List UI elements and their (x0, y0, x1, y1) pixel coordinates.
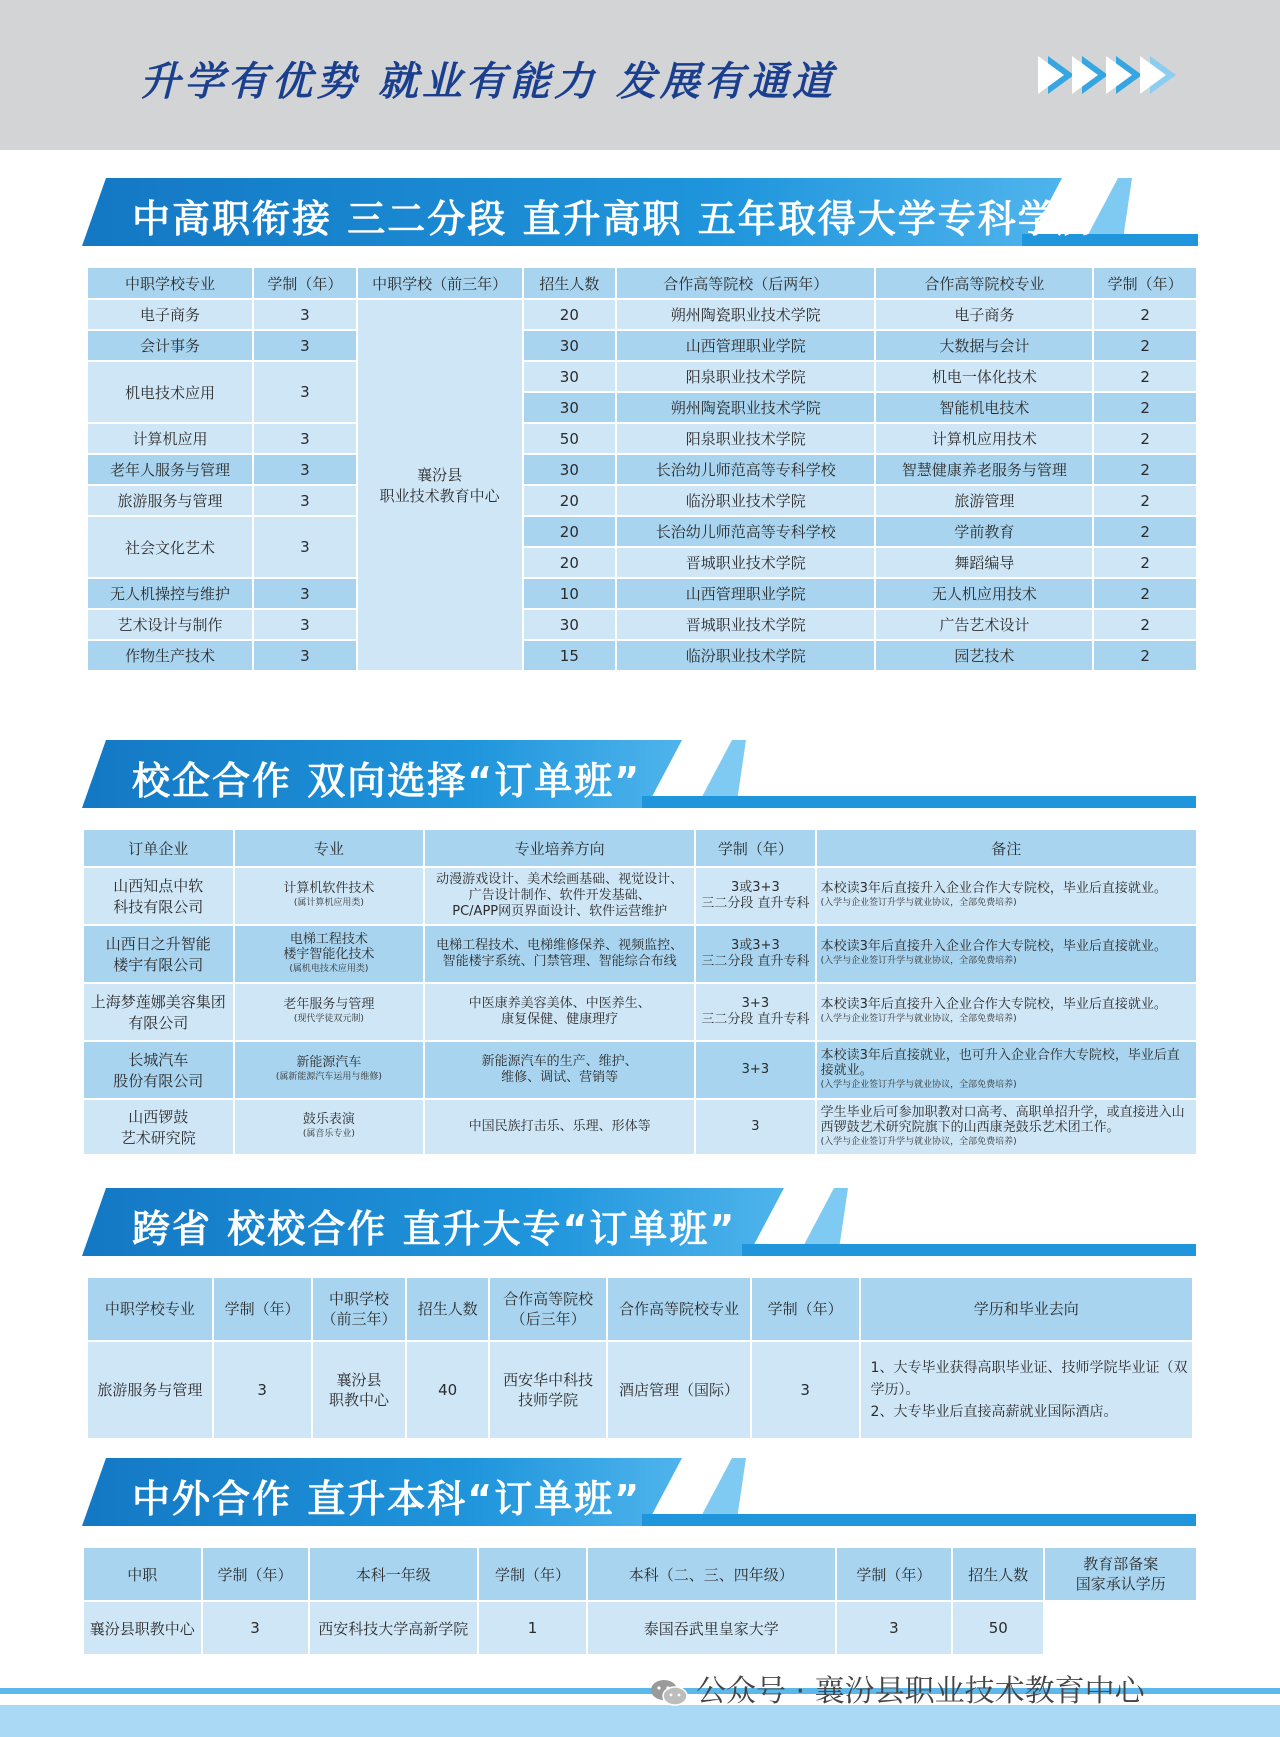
count-cell: 10 (524, 579, 615, 608)
major-cell (235, 1042, 424, 1098)
note-text: 本校读3年后直接升入企业合作大专院校，毕业后直接就业。 (820, 939, 1167, 954)
count-cell: 30 (524, 362, 615, 391)
y1-cell: 3 (203, 1602, 308, 1654)
years-cell: 3 (254, 362, 356, 422)
cmajor-cell: 旅游管理 (876, 486, 1092, 515)
section1-banner (82, 178, 1198, 250)
major-cell: 机电技术应用 (88, 362, 252, 422)
company-cell: 山西知点中软 科技有限公司 (84, 868, 233, 924)
note-cell (817, 926, 1196, 982)
major-cell (235, 1100, 424, 1154)
cmajor-cell: 舞蹈编导 (876, 548, 1092, 577)
years-cell: 3 (254, 579, 356, 608)
college-cell: 晋城职业技术学院 (617, 548, 874, 577)
section4-header-6: 招生人数 (953, 1548, 1043, 1600)
note-text: 学生毕业后可参加职教对口高考、高职单招升学，或直接进入山西锣鼓艺术研究院旗下的山西康尧鼓乐艺术团工作。 (820, 1104, 1185, 1135)
major-subtext: (属音乐专业) (302, 1129, 355, 1139)
college-cell: 朔州陶瓷职业技术学院 (617, 300, 874, 329)
major-text: 老年服务与管理 (283, 997, 375, 1012)
section2-header-4: 备注 (817, 830, 1196, 866)
section2-row (84, 984, 1196, 1040)
major-text: 电梯工程技术 楼宇智能化技术 (283, 931, 375, 962)
years-cell: 3 (254, 300, 356, 329)
y3-cell: 3 (837, 1602, 951, 1654)
major-subtext: (属新能源汽车运用与维修) (275, 1072, 382, 1082)
years-cell: 3 (254, 486, 356, 515)
count-cell: 20 (524, 300, 615, 329)
direction-cell: 中国民族打击乐、乐理、形体等 (425, 1100, 694, 1154)
company-cell: 山西日之升智能 楼宇有限公司 (84, 926, 233, 982)
cmajor-cell: 园艺技术 (876, 641, 1092, 670)
y2-cell: 1 (479, 1602, 586, 1654)
note-text: 本校读3年后直接升入企业合作大专院校，毕业后直接就业。 (820, 881, 1167, 896)
chevron-icon-4 (1150, 56, 1176, 94)
direction-cell: 电梯工程技术、电梯维修保养、视频监控、 智能楼宇系统、门禁管理、智能综合布线 (425, 926, 694, 982)
college-cell: 临汾职业技术学院 (617, 641, 874, 670)
college-cell: 晋城职业技术学院 (617, 610, 874, 639)
section1-row (88, 424, 1196, 453)
section3-header-3: 招生人数 (407, 1278, 488, 1340)
section2-banner (82, 740, 1196, 812)
cyears-cell: 2 (1094, 579, 1196, 608)
note-subtext: (入学与企业签订升学与就业协议，全部免费培养) (820, 956, 1017, 966)
cmajor-cell: 机电一体化技术 (876, 362, 1092, 391)
section1-header-4: 合作高等院校（后两年） (617, 268, 874, 298)
note-cell (817, 868, 1196, 924)
section1-row (88, 517, 1196, 546)
section2-header-3: 学制（年） (696, 830, 814, 866)
cyears-cell: 2 (1094, 362, 1196, 391)
cyears-cell: 2 (1094, 641, 1196, 670)
note-subtext: (入学与企业签订升学与就业协议，全部免费培养) (820, 1079, 1017, 1090)
cmajor-cell: 智能机电技术 (876, 393, 1092, 422)
company-cell: 山西锣鼓 艺术研究院 (84, 1100, 233, 1154)
cyears-cell: 3 (752, 1342, 859, 1438)
count-cell: 15 (524, 641, 615, 670)
section2-header-2: 专业培养方向 (425, 830, 694, 866)
direction-cell: 新能源汽车的生产、维护、 维修、调试、营销等 (425, 1042, 694, 1098)
count-cell: 30 (524, 610, 615, 639)
cmajor-cell: 电子商务 (876, 300, 1092, 329)
cyears-cell: 2 (1094, 610, 1196, 639)
college-cell: 长治幼儿师范高等专科学校 (617, 455, 874, 484)
college-cell: 阳泉职业技术学院 (617, 362, 874, 391)
section1-header-1: 学制（年） (254, 268, 356, 298)
section4-header-4: 本科（二、三、四年级） (588, 1548, 835, 1600)
slogan: 升学有优势 就业有能力 发展有通道 (140, 58, 836, 105)
cmajor-cell: 大数据与会计 (876, 331, 1092, 360)
major-cell: 艺术设计与制作 (88, 610, 252, 639)
note-text: 本校读3年后直接升入企业合作大专院校，毕业后直接就业。 (820, 997, 1167, 1012)
side-note-cell: 教育部备案 国家承认学历 (1045, 1548, 1196, 1600)
count-cell: 30 (524, 393, 615, 422)
major-cell: 社会文化艺术 (88, 517, 252, 577)
college-cell: 朔州陶瓷职业技术学院 (617, 393, 874, 422)
section2-row (84, 1042, 1196, 1098)
years-cell: 3 (254, 610, 356, 639)
destination-cell: 1、大专毕业获得高职毕业证、技师学院毕业证（双学历）。 2、大专毕业后直接高薪就业国际酒店。 (861, 1342, 1192, 1438)
section1-row (88, 362, 1196, 391)
count-cell: 20 (524, 548, 615, 577)
major-cell: 电子商务 (88, 300, 252, 329)
direction-cell: 动漫游戏设计、美术绘画基础、视觉设计、 广告设计制作、软件开发基础、 PC/APP网页界面设计、软件运营维护 (425, 868, 694, 924)
section2-header-1: 专业 (235, 830, 424, 866)
major-text: 新能源汽车 (296, 1055, 362, 1070)
years-cell: 3+3 (696, 1042, 814, 1098)
college-cell: 长治幼儿师范高等专科学校 (617, 517, 874, 546)
section3-banner (82, 1188, 1196, 1260)
section1-row (88, 610, 1196, 639)
years-cell: 3 (254, 517, 356, 577)
cmajor-cell: 学前教育 (876, 517, 1092, 546)
uni2-cell: 泰国吞武里皇家大学 (588, 1602, 835, 1654)
chevron-icon-2 (1082, 56, 1108, 94)
college-cell: 山西管理职业学院 (617, 579, 874, 608)
years-cell: 3或3+3 三二分段 直升专科 (696, 868, 814, 924)
major-cell: 老年人服务与管理 (88, 455, 252, 484)
note-subtext: (入学与企业签订升学与就业协议，全部免费培养) (820, 898, 1017, 908)
section2-row (84, 1100, 1196, 1154)
count-cell: 30 (524, 331, 615, 360)
cmajor-cell: 智慧健康养老服务与管理 (876, 455, 1092, 484)
years-cell: 3 (254, 641, 356, 670)
section3-title: 跨省 校校合作 直升大专“订单班” (132, 1207, 737, 1251)
count-cell: 30 (524, 455, 615, 484)
cyears-cell: 2 (1094, 517, 1196, 546)
section4-header-3: 学制（年） (479, 1548, 586, 1600)
major-cell: 作物生产技术 (88, 641, 252, 670)
note-cell (817, 1042, 1196, 1098)
count-cell: 50 (953, 1602, 1043, 1654)
cmajor-cell: 计算机应用技术 (876, 424, 1092, 453)
section1-row (88, 486, 1196, 515)
section2-row (84, 926, 1196, 982)
section3-header-1: 学制（年） (214, 1278, 311, 1340)
section4-header-1: 学制（年） (203, 1548, 308, 1600)
section1-header-0: 中职学校专业 (88, 268, 252, 298)
major-subtext: (属机电技术应用类) (289, 963, 369, 974)
cyears-cell: 2 (1094, 548, 1196, 577)
major-cell: 会计事务 (88, 331, 252, 360)
note-cell (817, 1100, 1196, 1154)
section4-table (82, 1546, 1198, 1656)
direction-cell: 中医康养美容美体、中医养生、 康复保健、健康理疗 (425, 984, 694, 1040)
note-cell (817, 984, 1196, 1040)
major-cell: 旅游服务与管理 (88, 1342, 212, 1438)
major-cell (235, 984, 424, 1040)
cyears-cell: 2 (1094, 331, 1196, 360)
section3-header-2: 中职学校 （前三年） (313, 1278, 406, 1340)
section1-table (86, 266, 1198, 672)
section2-header-0: 订单企业 (84, 830, 233, 866)
major-subtext: (现代学徒双元制) (293, 1014, 364, 1024)
count-cell: 20 (524, 517, 615, 546)
watermark-text: 公众号 · 襄汾县职业技术教育中心 (696, 1674, 1145, 1709)
major-cell: 旅游服务与管理 (88, 486, 252, 515)
cmajor-cell: 无人机应用技术 (876, 579, 1092, 608)
years-cell: 3 (214, 1342, 311, 1438)
years-cell: 3或3+3 三二分段 直升专科 (696, 926, 814, 982)
major-cell (235, 868, 424, 924)
section2-row (84, 868, 1196, 924)
section1-row (88, 331, 1196, 360)
section1-row (88, 455, 1196, 484)
college-cell: 山西管理职业学院 (617, 331, 874, 360)
college-cell: 阳泉职业技术学院 (617, 424, 874, 453)
section1-header-6: 学制（年） (1094, 268, 1196, 298)
school-cell: 襄汾县 职教中心 (313, 1342, 406, 1438)
section3-header-0: 中职学校专业 (88, 1278, 212, 1340)
section3-header-6: 学制（年） (752, 1278, 859, 1340)
section1-header-2: 中职学校（前三年） (358, 268, 522, 298)
count-cell: 40 (407, 1342, 488, 1438)
uni1-cell: 西安科技大学高新学院 (310, 1602, 478, 1654)
major-subtext: (属计算机应用类) (293, 898, 364, 908)
cyears-cell: 2 (1094, 455, 1196, 484)
major-text: 计算机软件技术 (283, 881, 375, 896)
school-cell: 襄汾县职教中心 (84, 1602, 201, 1654)
wechat-icon (650, 1678, 688, 1708)
cyears-cell: 2 (1094, 424, 1196, 453)
note-subtext: (入学与企业签订升学与就业协议，全部免费培养) (820, 1014, 1017, 1024)
section3-table (86, 1276, 1194, 1440)
section4-banner (82, 1458, 1196, 1530)
years-cell: 3 (254, 455, 356, 484)
count-cell: 20 (524, 486, 615, 515)
section3-header-4: 合作高等院校 （后三年） (490, 1278, 606, 1340)
section4-header-2: 本科一年级 (310, 1548, 478, 1600)
college-cell: 西安华中科技 技师学院 (490, 1342, 606, 1438)
company-cell: 长城汽车 股份有限公司 (84, 1042, 233, 1098)
note-subtext: (入学与企业签订升学与就业协议，全部免费培养) (820, 1136, 1017, 1147)
note-text: 本校读3年后直接就业，也可升入企业合作大专院校，毕业后直接就业。 (820, 1047, 1180, 1078)
section3-header-7: 学历和毕业去向 (861, 1278, 1192, 1340)
college-cell: 临汾职业技术学院 (617, 486, 874, 515)
section2-table (82, 828, 1198, 1156)
section4-header-5: 学制（年） (837, 1548, 951, 1600)
cyears-cell: 2 (1094, 393, 1196, 422)
years-cell: 3+3 三二分段 直升专科 (696, 984, 814, 1040)
section3-header-5: 合作高等院校专业 (608, 1278, 750, 1340)
section1-title: 中高职衔接 三二分段 直升高职 五年取得大学专科学历 (132, 197, 1098, 241)
cyears-cell: 2 (1094, 486, 1196, 515)
chevron-icon-3 (1116, 56, 1142, 94)
school-cell: 襄汾县 职业技术教育中心 (358, 300, 522, 670)
major-cell (235, 926, 424, 982)
years-cell: 3 (254, 424, 356, 453)
cyears-cell: 2 (1094, 300, 1196, 329)
count-cell: 50 (524, 424, 615, 453)
cmajor-cell: 酒店管理（国际） (608, 1342, 750, 1438)
years-cell: 3 (254, 331, 356, 360)
section1-header-3: 招生人数 (524, 268, 615, 298)
company-cell: 上海梦莲娜美容集团 有限公司 (84, 984, 233, 1040)
major-text: 鼓乐表演 (302, 1112, 355, 1127)
section1-header-5: 合作高等院校专业 (876, 268, 1092, 298)
watermark (650, 1666, 1145, 1710)
major-cell: 无人机操控与维护 (88, 579, 252, 608)
section4-title: 中外合作 直升本科“订单班” (132, 1477, 642, 1521)
section1-row (88, 641, 1196, 670)
section1-row (88, 300, 1196, 329)
chevron-icon-1 (1048, 56, 1074, 94)
major-cell: 计算机应用 (88, 424, 252, 453)
years-cell: 3 (696, 1100, 814, 1154)
section2-title: 校企合作 双向选择“订单班” (132, 759, 642, 803)
section1-row (88, 579, 1196, 608)
section4-header-0: 中职 (84, 1548, 201, 1600)
cmajor-cell: 广告艺术设计 (876, 610, 1092, 639)
